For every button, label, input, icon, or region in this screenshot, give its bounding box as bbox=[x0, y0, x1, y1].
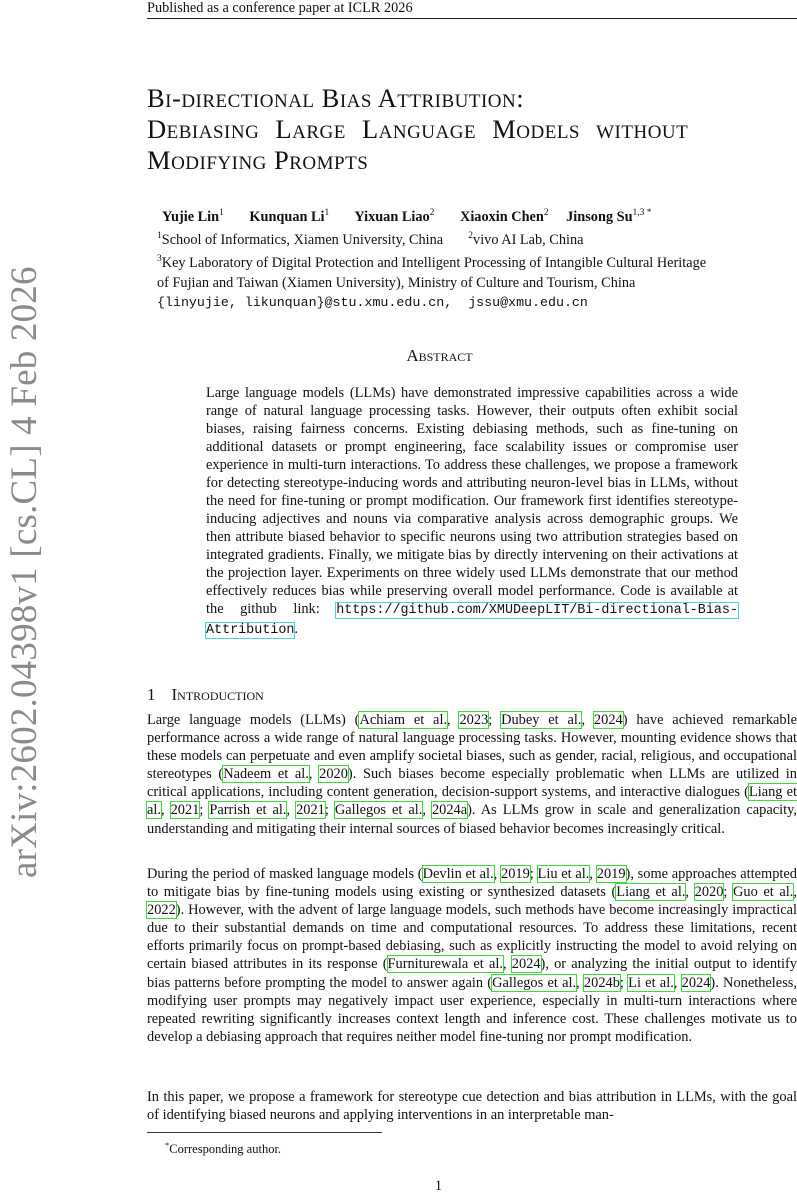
abstract-body: Large language models (LLMs) have demonstrated impressive capabilities across a wide range of natural language processing tasks. However, their outputs often exhibit social biases, raising fairness concerns. Existing debiasing methods, such as fine-tuning on additional datasets or prompt engineering, face scalability issues or compromise user experience in multi-turn interactions. To address these challenges, we propose a framework for detecting stereotype-inducing words and attributing neuron-level bias in LLMs, without the need for fine-tuning or prompt modification. Our framework first identifies stereotype-inducing adjectives and nouns via comparative analysis across demographic groups. We then attribute biased behavior to specific neurons using two attribution strategies based on integrated gradients. Finally, we mitigate bias by directly intervening on their activations at the projection layer. Experiments on three widely used LLMs demonstrate that our method effectively reduces bias while preserving overall model performance. Code is available at the github link: https://github.com/XMUDeepLIT/Bi-directional-Bias-Attribution. bbox=[206, 385, 738, 638]
affiliations bbox=[157, 227, 797, 313]
running-header: Published as a conference paper at ICLR 2026 bbox=[147, 0, 797, 19]
citation-link[interactable]: Parrish et al. bbox=[209, 802, 287, 819]
citation-link[interactable]: 2020 bbox=[694, 884, 724, 901]
page-number: 1 bbox=[434, 1178, 443, 1194]
author-emails: {linyujie, likunquan}@stu.xmu.edu.cn, jssu@xmu.edu.cn bbox=[157, 295, 588, 311]
affiliation-line-1: $^1$School of Informatics, Xiamen University, China $^2$vivo AI Lab, China bbox=[157, 231, 584, 248]
citation-link[interactable]: 2022 bbox=[147, 902, 176, 919]
citation-link[interactable]: 2020 bbox=[319, 766, 348, 783]
author: Jinsong $Su^{1,3 *}$ bbox=[566, 208, 652, 225]
citation-link[interactable]: Guo et al. bbox=[733, 884, 794, 901]
affiliation-line-3: of Fujian and Taiwan (Xiamen University), Ministry of Culture and Tourism, China bbox=[157, 274, 636, 291]
citation-link[interactable]: Furniturewala et al. bbox=[387, 956, 503, 973]
footnote-rule bbox=[147, 1132, 382, 1133]
author: Kunquan Li$^1$ bbox=[249, 208, 330, 225]
title-line-2: Debiasing Large Language Models without bbox=[147, 114, 689, 144]
citation-link[interactable]: 2019 bbox=[501, 866, 530, 882]
author: Xiaoxin Chen$^2$ bbox=[460, 208, 549, 225]
citation-link[interactable]: 2024b bbox=[583, 974, 620, 991]
citation-link[interactable]: 2019 bbox=[596, 866, 626, 882]
citation-link[interactable]: 2021 bbox=[296, 802, 325, 819]
author: Yujie Lin$^1$ bbox=[162, 208, 224, 225]
abstract-heading: Abstract bbox=[406, 346, 473, 365]
citation-link[interactable]: Liu et al. bbox=[537, 866, 590, 882]
title-line-1: Bi-directional Bias Attribution: bbox=[147, 83, 525, 113]
author: Yixuan Liao$^2$ bbox=[354, 208, 435, 225]
citation-link[interactable]: Achiam et al. bbox=[359, 712, 448, 728]
citation-link[interactable]: 2024 bbox=[593, 712, 623, 728]
title-line-3: Modifying Prompts bbox=[147, 145, 369, 175]
citation-link[interactable]: Li et al. bbox=[628, 974, 674, 991]
footnote: *Corresponding author. bbox=[165, 1140, 282, 1157]
intro-paragraph-3: In this paper, we propose a framework for stereotype cue detection and bias attribution in LLMs, with the goal of identifying biased neurons and applying interventions in an interpretable man- bbox=[147, 1089, 797, 1124]
paper-title bbox=[147, 83, 787, 176]
citation-link[interactable]: 2023 bbox=[459, 712, 489, 728]
citation-link[interactable]: Dubey et al. bbox=[501, 712, 582, 728]
citation-link[interactable]: 2024a bbox=[431, 802, 468, 819]
citation-link[interactable]: Nadeem et al. bbox=[223, 766, 309, 783]
citation-link[interactable]: Liang et al. bbox=[147, 784, 797, 819]
section-heading-introduction: 1 Introduction bbox=[147, 685, 264, 704]
github-link[interactable]: https://github.com/XMUDeepLIT/Bi-directional-Bias-Attribution bbox=[206, 603, 738, 638]
citation-link[interactable]: 2024 bbox=[681, 974, 711, 991]
citation-link[interactable]: Gallegos et al. bbox=[334, 802, 423, 819]
author-list bbox=[162, 208, 674, 226]
affiliation-line-2: $^3$Key Laboratory of Digital Protection and Intelligent Processing of Intangible Cultural Heritage bbox=[157, 254, 707, 272]
intro-paragraph-2: During the period of masked language models (Devlin et al., 2019; Liu et al., 2019), some approaches attempted to mitigate bias by fine-tuning models using existing or synthesized datasets (Liang et al., 2020; Guo et al., 2022). However, with the advent of large language models, such methods have become increasingly impractical due to their substantial demands on time and computational resources. To address these limitations, recent efforts primarily focus on prompt-based debiasing, such as explicitly instructing the model to avoid relying on certain biased attributes in its response (Furniturewala et al., 2024), or analyzing the initial output to identify bias patterns before prompting the model to answer again (Gallegos et al., 2024b; Li et al., 2024). Nonetheless, modifying user prompts may negatively impact user experience, especially in multi-turn interactions where repeated rewriting significantly increases context length and inference cost. These challenges motivate us to develop a debiasing approach that requires neither model fine-tuning nor prompt modification. bbox=[147, 866, 797, 1045]
citation-link[interactable]: Gallegos et al. bbox=[492, 974, 577, 991]
intro-paragraph-1: Large language models (LLMs) (Achiam et al., 2023; Dubey et al., 2024) have achieved remarkable performance across a wide range of natural language processing tasks. However, mounting evidence shows that these models can perpetuate and even amplify societal biases, such as gender, racial, religious, and occupational stereotypes (Nadeem et al., 2020). Such biases become especially problematic when LLMs are utilized in critical applications, including content generation, decision-support systems, and interactive dialogues (Liang et al., 2021; Parrish et al., 2021; Gallegos et al., 2024a). As LLMs grow in scale and generalization capacity, understanding and mitigating their internal sources of biased behavior becomes increasingly critical. bbox=[147, 712, 797, 837]
citation-link[interactable]: Devlin et al. bbox=[422, 866, 494, 882]
citation-link[interactable]: 2024 bbox=[511, 956, 541, 973]
citation-link[interactable]: Liang et al. bbox=[616, 884, 686, 901]
citation-link[interactable]: 2021 bbox=[170, 802, 200, 819]
arxiv-stamp[interactable]: arXiv:2602.04398v1 [cs.CL] 4 Feb 2026 bbox=[4, 266, 45, 878]
